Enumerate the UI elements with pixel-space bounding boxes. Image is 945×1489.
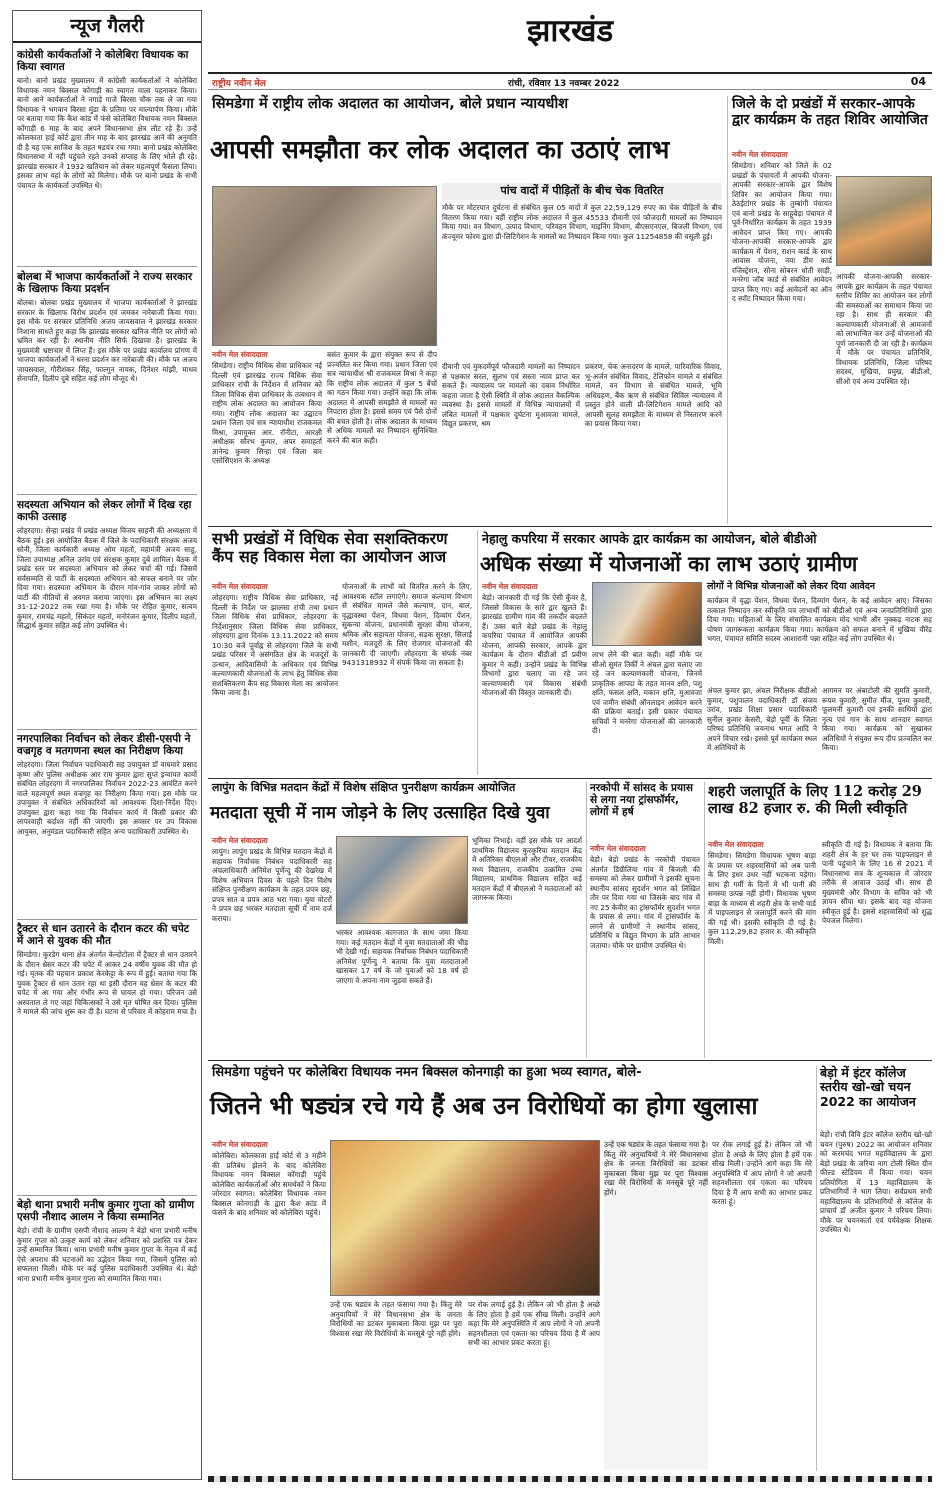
naman-text-column [604, 1140, 708, 1470]
byline: नवीन मेल संवाददाता [482, 582, 538, 591]
naman-photo [330, 1140, 600, 1296]
story-body: प्रकरण, चेक अनादरण के मामले, पारिवारिक विवाद, भू-अर्जन संबंधित विवाद, टेलिफोन मामले व संबंधित मामले, वन विभाग से संबंधित मामले, भूमि अधिग्रहण, बैंक ऋण से संबंधित सिविल न्यायालय में प्रस्तुत होने वाली प्री-लिटिगेशन मामले आदि को आपसी सुलह समझौता के माध्यम से निस्तारण करने का प्रयास किया गया। [585, 362, 722, 428]
story-kicker: लापुंग के विभिन्न मतदान केंद्रों में विशेष संक्षिप्त पुनरीक्षण कार्यक्रम आयोजित [212, 781, 516, 794]
divider [17, 266, 197, 267]
lapung-photo [336, 836, 468, 924]
section-title: झारखंड [526, 13, 614, 49]
divider [208, 1060, 932, 1061]
byline: नवीन मेल संवाददाता [212, 350, 268, 359]
story-headline: बोलबा में भाजपा कार्यकर्ताओं ने राज्य सरकार के खिलाफ किया प्रदर्शन [17, 271, 193, 296]
story-body: स्वीकृति दी गई है। विधायक ने बताया कि शहरी क्षेत्र के हर घर तक पाइपलाइन से पानी पहुंचाने के लिए 16 से 2021 में विधानसभा सत्र के शून्यकाल में जोरदार तरीके से आवाज उठाई थी। साथ ही मुख्यमंत्री और विभाग के सचिव को भी ज्ञापन सौंपा था। इसके बाद यह योजना स्वीकृत हुई है। इससे शहरवासियों को शुद्ध पेयजल मिलेगा। [822, 840, 932, 925]
story-body: लोहरदगा। राष्ट्रीय विधिक सेवा प्राधिकार, नई दिल्ली के निर्देश पर झालसा रांची तथा प्रधान जिला विधिक सेवा प्राधिकार, लोहरदगा के निर्देशानुसार जिला विधिक सेवा प्राधिकार, लोहरदगा द्वारा दिनांक 13.11.2022 को समय 10:30 बजे पूर्वाह्न से लोहरदगा जिले के सभी प्रखंड परिसर में असंगठित क्षेत्र के मजदूरों के उत्थान, आदिवासियों के अधिकार एवं विभिन्न कल्याणकारी योजनाओं के लाभ हेतु विधिक सेवा सशक्तिकरण कैंप सह विकास मेला का आयोजन किया जाना है। [212, 593, 338, 697]
story-body: लापुंग। लापुंग प्रखंड के विभिन्न मतदान केंद्रों में सहायक निर्वाचक निबंधन पदाधिकारी सह अंचलाधिकारी अनिमेश पूर्णेन्दु की देखरेख में विशेष अभियान दिवस के पहले दिन विशेष संक्षिप्त पुनरीक्षण कार्यक्रम के तहत प्रपत्र छह, प्रपत्र सात व प्रपत्र आठ भरा गया। युवा वोटरों ने प्रपत्र छह भरकर मतदाता सूची में नाम दर्ज कराया। [212, 847, 332, 923]
story-body: लोहरदगा। जिला निर्वाचन पदाधिकारी सह उपायुक्त डॉ वाघमारे प्रसाद कृष्ण और पुलिस अधीक्षक आर राम कुमार द्वारा सुप्तं इन्वायत कार्यो संबंधित लोहरदगा में नगरपालिका निर्वाचन 2022-23 आवंटित करने वाले महत्वपूर्ण स्थल वज्रगृह का निरीक्षण किया गया। इस मौके पर उपायुक्त ने संबंधित अधिकारियों को आवश्यक दिशा-निर्देश दिए। उपायुक्त द्वारा कहा गया कि निर्वाचन कार्य में किसी प्रकार की लापरवाही बर्दाश्त नहीं की जाएगी। इस अवसर पर उप विकास आयुक्त, अनुमंडल पदाधिकारी सहित अन्य पदाधिकारी उपस्थित थे। [17, 760, 197, 836]
masthead [208, 10, 932, 62]
story-body: बोलबा। बोलबा प्रखंड मुख्यालय में भाजपा कार्यकर्ताओं ने झारखंड सरकार के खिलाफ विरोध प्रदर्शन एवं जमकर नारेबाजी किया गया। इस मौके पर सरकार प्रतिनिधि अजय जायसवाल ने झारखंड सरकार निशाना साधते हुए कहा कि झारखंड सरकार खनिज नीति पर लोगों को भ्रमित कर रही है। स्थानीय नीति सिर्फ दिखावा है। झारखंड के मुख्यमंत्री भ्रष्टाचार में लिप्त हैं। इस मौके पर प्रखंड कार्यालय प्रांगण में भाजपा कार्यकर्ताओं ने धरना प्रदर्शन कर नारेबाजी की। मौके पर अजय जायसवाल, गौरीशंकर सिंह, फाल्गुन नायक, दिनेशर मांझी, माधव सेनापति, दिलीप दुबे सहित कई लोग मौजूद थे। [17, 298, 197, 384]
story-body: आगमन पर अंबाटोली की सुमति कुमारी, रूपम कुमारी, सुमीत मींज, पूनम कुमारी, फूलमनी कुमारी एवं इनकी साथियों द्वारा नृत्य एवं गान के साथ शानदार स्वागत किया गया। कार्यक्रम को सुखाकर अतिथियों ने संयुक्त रूप दीप प्रज्वलित कर किया। [822, 686, 932, 752]
story-headline: आपसी समझौता कर लोक अदालत का उठाएं लाभ [210, 135, 670, 164]
divider [586, 782, 587, 1058]
story-body: बेड़ो। जानकारी दी गई कि ऐसी कुँवर है, जिससे विकास के सारे द्वार खुलते हैं। झारखंड ग्रामीण गांव की तकदीर बदलते हैं। उक्त बातें बेड़ो प्रखंड के नेहालु कपरिया पंचायत में आयोजित आपकी योजना, आपकी सरकार, आपके द्वार कार्यक्रम के दौरान बीडीओ डॉ प्रवीण कुमार ने कही। उन्होंने प्रखंड के विभिन्न विभागों द्वारा चलाए जा रहे जन कल्याणकारी एवं विकास संबंधी योजनाओं की विस्तृत जानकारी दी। [482, 593, 587, 697]
news-gallery-sidebar [12, 10, 202, 1480]
story-headline: बेड़ो में इंटर कॉलेज स्तरीय खो-खो चयन 2022 का आयोजन [820, 1065, 916, 1109]
story-body: अंचल कुमार झा, अंचल निरीक्षक बीडीओ कुमार, पशुपालन पदाधिकारी डॉ संजय उरांव, प्रखंड शिक्षा प्रसार पदाधिकारी सुनील कुमार केसरी, बेड़ो पूर्वी के जिला परिषद प्रतिनिधि जयनाथ भगत आदि ने अपने विचार रखे। इससे पूर्व कार्यक्रम स्थल में अतिथियों के [707, 686, 817, 752]
shivir-photo [836, 176, 932, 266]
divider [17, 1195, 197, 1196]
paper-name: राष्ट्रीय नवीन मेल [212, 79, 266, 89]
story-column [212, 836, 332, 1056]
story-body: सिमडेगा। राष्ट्रीय विधिक सेवा प्राधिकार नई दिल्ली एवं झारखंड राज्य विधिक सेवा प्राधिकार रांची के निर्देशन में शनिवार को जिला विधिक सेवा प्राधिकार के तत्वधान में राष्ट्रीय लोक अदालत का आयोजन किया गया। राष्ट्रीय लोक अदालत का उद्घाटन प्रधान जिला एवं सत्र न्यायाधीश राजकमल मिश्रा, उपायुक्त आर. रॉनीटा, आरक्षी अधीक्षक सौरभ कुमार, अपर समाहर्ता ज्ञानेन्द्र कुमार सिन्हा एवं जिला बार एसोसिएशन के अध्यक्ष [212, 361, 322, 465]
story-body: कार्यक्रम में वृद्धा पेंशन, विधवा पेंशन, दिव्यांग पेंशन, के कई आवेदन आए। जिसका तत्काल निष्पादन कर स्वीकृति पत्र लाभार्थी को बीडीओ एवं अन्य जनप्रतिनिधियों द्वारा दिया गया। महिलाओं के लिए संचालित कार्यक्रम मोद भाभी और नुक्कड़ नाटक सह पोषण जागरूकता कार्यक्रम किया गया। कार्यक्रम को सफल बनाने में मुखिया वीरेंद्र भगत, पंचायत समिति सदस्य आशारानी पन्ना सहित कई लोग उपस्थित थे। [707, 596, 932, 643]
story-subhead: पांच वादों में पीड़ितों के बीच चेक वितरित [442, 183, 722, 200]
story-body: योजनाओं के लाभों को वितरित करने के लिए, आवश्यक स्टॉल लगाएंगे। समाज कल्याण विभाग से संबंधित मामले जैसे कल्याण, दान, बाल, वृद्धावस्था पेंशन, विधवा पेंशन, दिव्यांग पेंशन, सुकन्या योजना, प्रधानमंत्री सुरक्षा बीमा योजना, श्रमिक और सहायता योजना, सड़क सुरक्षा, सिलाई मशीन, मजदूरों के लिए रोजगार योजनाओं की जानकारी दी जाएगी। लोहरदगा के संपर्क नंबर 9431318932 में संपर्क किया जा सकता है। [342, 582, 472, 667]
divider [727, 96, 728, 524]
story-column [482, 582, 587, 774]
story-column [212, 350, 322, 520]
story-body: भूमिका निभाई। वहीं इस मौके पर आदर्श प्राथमिक विद्यालय कुरकुरिया मतदान केंद्र में अतिरिक्त बीएलओ और टीचर, राजकीय मध्य विद्यालय, राजकीय उत्क्रमित उच्च विद्यालय, प्राथमिक विद्यालय सहित कई मतदान केंद्रों में बीएलओ ने मतदाताओं को जागरूक किया। [472, 836, 582, 902]
dateline-bar [208, 72, 932, 90]
story-kicker: नेहालु कपरिया में सरकार आपके द्वार कार्यक्रम का आयोजन, बोले बीडीओ [482, 531, 817, 546]
divider [17, 729, 197, 730]
story-headline: ट्रैक्टर से धान उतारने के दौरान कटर की चपेट में आने से युवक की मौत [17, 923, 190, 948]
sidebar-title: न्यूज गैलरी [70, 15, 144, 37]
story-column [212, 582, 338, 774]
story-kicker: सिमडेगा में राष्ट्रीय लोक अदालत का आयोजन, बोले प्रधान न्यायधीश [212, 96, 569, 112]
story-body: सिमडेगा। कुरडेग थाना क्षेत्र अंतर्गत केन्दोटोला में ट्रैक्टर से धान उतारने के दौरान थ्रेसर कटर की चपेट में आकर 24 वर्षीय युवक की मौत हो गई। मृतक की पहचान प्रकाश केरकेट्टा के रूप में हुई। बताया गया कि युवक ट्रैक्टर से धान उतार रहा था इसी दौरान वह थ्रेसर के कटर की चपेट में आ गया और गंभीर रूप से घायल हो गया। परिजन उसे अस्पताल ले गए जहां चिकित्सकों ने उसे मृत घोषित कर दिया। पुलिस ने मामले की जांच शुरू कर दी है। घटना से परिवार में कोहराम मचा है। [17, 950, 197, 1017]
divider [208, 778, 932, 779]
sidebar-story [17, 733, 197, 917]
divider [477, 530, 478, 775]
sidebar-story [17, 1199, 197, 1473]
divider [17, 494, 197, 495]
story-body: सिमडेगा। सिमडेगा विधायक भूषण बाड़ा के प्रयास पर शहरवासियों को अब पानी के लिए इधर उधर नहीं भटकना पड़ेगा। साथ ही गर्मी के दिनों में भी पानी की समस्या उत्पन्न नहीं होगी। विधायक भूषण बाड़ा के माध्यम से शहरी क्षेत्र के सभी वार्ड में पाइपलाइन से जलापूर्ति करने की मांग की गई थी। इसकी स्वीकृति दी गई है। कुल 112,29,82 हजार रु. की स्वीकृति मिली। [708, 851, 816, 946]
story-kicker: सिमडेगा पहुंचने पर कोलेबिरा विधायक नमन बिक्सल कोनगाड़ी का हुआ भव्य स्वागत, बोले- [212, 1065, 642, 1080]
story-body: कोलेबिरा। कोलकाता हाई कोर्ट से 3 महीने की प्रतिबंध झेलने के बाद कोलेबिरा विधायक नमन बिक्सल कोंगाड़ी पहुंचे कोलेबिरा कार्यकर्ताओं और समर्थकों ने किया जोरदार स्वागत। कोलेबिरा विधायक नमन बिक्सल कोनगाड़ी के द्वारा कैश कांड में फंसने के बाद शनिवार को कोलेबिरा पहुंचे। [212, 1151, 326, 1217]
divider [704, 782, 705, 1058]
story-body: बेड़ो। रांची के ग्रामीण एसपी नौशाद आलम ने बेड़ो थाना प्रभारी मनीष कुमार गुप्ता को उत्कृष्ट कार्य को लेकर शनिवार को प्रशस्ति पत्र देकर उन्हें सम्मानित किया। थाना प्रभारी मनीष कुमार गुप्ता के नेतृत्व में कई ऐसे अपराध की घटनाओं का उद्भेदन किया गया, जिसमें पुलिस को सफलता मिली। मौके पर कई पुलिस पदाधिकारी उपस्थित थे। बेड़ो थाना प्रभारी मनीष कुमार गुप्ता को सम्मानित किया गया। [17, 1226, 197, 1283]
story-body: दीवानी एवं मुकदमेंपूर्व फौजदारी मामलों का निष्पादन से पक्षकार सरल, सुलभ एवं सस्ता न्याय प्राप्त कर सकते हैं। न्यायालय पर मामलों का दबाव निर्धारित कहता जाता है ऐसी स्थिति में लोक अदालत वैकल्पिक व्यवस्था है। इससे मामलों में विभिन्न न्यायालयों में लंबित मामलों में पक्षकार दुर्घटना मुआवजा मामले, विद्युत प्रकरण, श्रम [442, 362, 580, 428]
byline: नवीन मेल संवाददाता [732, 150, 788, 159]
story-headline: जिले के दो प्रखंडों में सरकार-आपके द्वार कार्यक्रम के तहत शिविर आयोजित [732, 96, 928, 129]
divider [17, 919, 197, 920]
story-body: सिमडेगा। शनिवार को जिले के 02 प्रखंडों के पंचायतों में आपकी योजना-आपकी सरकार-आपके द्वार विशेष शिविर का आयोजन किया गया। ठेठईटांगर प्रखंड के तुम्बांगी पंचायत एवं बानो प्रखंड के साहूबेड़ा पंचायत में पूर्व-निर्धारित कार्यक्रम के तहत 1939 आवेदन प्राप्त किए गए। आपकी योजना-आपकी सरकार-आपके द्वार कार्यक्रम में पेंशन, राशन कार्ड के साथ आवास योजना, नया डीम कार्ड रजिस्ट्रेशन, सोना सोबरन धोती साड़ी, मनरेगा जॉब कार्ड से संबंधित आवेदन प्राप्त किए गए। कई आवेदनों का ऑन द स्पॉट निष्पादन किया गया। [732, 161, 832, 303]
sidebar-story [17, 49, 197, 263]
story-headline: नगरपालिका निर्वाचन को लेकर डीसी-एसपी ने वज्रगृह व मतगणना स्थल का निरीक्षण किया [17, 733, 191, 758]
story-body: उन्हें एक षड्यंत्र के तहत फंसाया गया है। किंतु मेरे अनुयायियों ने मेरे विधानसभा क्षेत्र के जनता विरोधियों का डटकर मुकाबला किया मुझ पर पूरा विश्वास रखा मेरे विरोधियों के मनसूबे पूरे नहीं होंगे। [604, 1140, 708, 1197]
date-line: रांची, रविवार 13 नवम्बर 2022 [508, 79, 620, 89]
story-headline: बेड़ो थाना प्रभारी मनीष कुमार गुप्ता को ग्रामीण एसपी नौशाद आलम ने किया सम्मानित [17, 1199, 195, 1224]
story-body: पर रोक लगाई हुई है। लेकिन जो भी होता है अच्छे के लिए होता है हमें एक सीख मिली। उन्होंने आगे कहा कि मेरे अनुपस्थिति में आप लोगों ने जो अपनी सहनशीलता एवं एकता का परिचय दिया है मैं आप सभी का आभार प्रकट करता हूं। [468, 1300, 600, 1347]
page-number: 04 [910, 75, 926, 88]
story-body: लाभ लेने की बात कही। वहीं मौके पर सीओ सुमंत तिर्की ने अंचल द्वारा चलाए जा रहे जन कल्याणकारी योजना, जिनमें प्राकृतिक आपदा के तहत मानव क्षति, पशु क्षति, फसल क्षति, मकान क्षति, मुआवजा एवं जमीन संबंधी ऑनलाइन आवेदन करने की प्रक्रिया बताई। इसी प्रकार पंचायत सचिवों ने मनरेगा योजनाओं की जानकारी दी। [592, 650, 702, 735]
sidebar-story [17, 271, 197, 491]
byline: नवीन मेल संवाददाता [212, 836, 268, 845]
story-column [708, 840, 816, 1056]
divider [816, 1066, 817, 1471]
lokadalat-photo [212, 186, 437, 346]
story-headline: मतदाता सूची में नाम जोड़ने के लिए उत्साहित दिखे युवा [210, 803, 550, 823]
story-body: बेड़ो। रांची विवि इंटर कॉलेज स्तरीय खो-खो चयन (पुरुष) 2022 का आयोजन शनिवार को करमचंद भगत महाविद्यालय के द्वारा बेड़ो प्रखंड के जरिया नाग टोली स्थित ग्रीन फील्ड स्टेडियम में किया गया। चयन प्रतियोगिता में 13 महाविद्यालय के प्रतिभागियों ने भाग लिया। सर्वप्रथम सभी महाविद्यालय के प्रतिभागियों से कॉलेज के प्राचार्य डॉ अजीत कुमार ने परिचय लिया। मौके पर चयनकर्ता एवं पर्यवेक्षक शिक्षक उपस्थित थे। [820, 1130, 932, 1234]
story-body: बसंत कुमार के द्वारा संयुक्त रूप से दीप प्रज्वलित कर किया गया। प्रधान जिला एवं सत्र न्यायाधीश श्री राजकमल मिश्रा ने कहा कि राष्ट्रीय लोक अदालत में कुल 5 बेंचों का गठन किया गया। उन्होंने कहा कि लोक अदालत में आपसी समझौते से मामलों का निपटारा होता है। इससे समय एवं पैसे दोनों की बचत होती है। लोक अदालत के माध्यम से अधिक मामलों का निष्पादन सुनिश्चित करने की बात कही। [327, 350, 437, 445]
registration-strip [208, 1476, 932, 1482]
byline: नवीन मेल संवाददाता [708, 840, 764, 849]
story-body: आपकी योजना-आपकी सरकार-आपके द्वार कार्यक्रम के तहत पंचायत स्तरीय शिविर का आयोजन कर लोगों की समस्याओं का समाधान किया जा रहा है। साथ ही सरकार की कल्याणकारी योजनाओं से आमजनों को लाभान्वित कर उन्हें योजनाओं की पूर्ण जानकारी दी जा रही है। कार्यक्रम में मौके पर पंचायत प्रतिनिधि, विधायक प्रतिनिधि, जिला परिषद सदस्य, मुखिया, प्रमुख, बीडीओ, सीओ एवं अन्य उपस्थित रहे। [836, 272, 932, 386]
story-body: उन्हें एक षड्यंत्र के तहत फंसाया गया है। किंतु मेरे अनुयायियों ने मेरे विधानसभा क्षेत्र के जनता विरोधियों का डटकर मुकाबला किया मुझ पर पूरा विश्वास रखा मेरे विरोधियों के मनसूबे पूरे नहीं होंगे। [330, 1300, 462, 1338]
story-headline: जितने भी षड्यंत्र रचे गये हैं अब उन विरोधियों का होगा खुलासा [210, 1091, 758, 1120]
story-headline: सभी प्रखंडों में विधिक सेवा सशक्तिकरण कैंप सह विकास मेला का आयोजन आज [212, 529, 448, 567]
byline: नवीन मेल संवाददाता [212, 582, 268, 591]
nehalu-photo [592, 582, 702, 646]
story-column [732, 150, 832, 520]
story-body: लोहरदगा। सेन्हा प्रखंड में प्रखंड अध्यक्ष विजय साहनी की अध्यक्षता में बैठक हुई। इस आयोजित बैठक में जिले के पदाधिकारी संरक्षक अजय सोनी, जिला कार्यकारी अध्यक्ष ओम महतो, महामंत्री अजय साहु, जिला उपाध्यक्ष अनिल उरांव एवं संरक्षक कुमार दुबे शामिल। बैठक में प्रखंड स्तर पर सदस्यता अभियान को लेकर चर्चा की गई। जिसमें सर्वसम्मति से पार्टी के सदस्यता अभियान को सफल बनाने पर जोर दिया गया। सदस्यता अभियान के दौरान गांव-गांव जाकर लोगों को पार्टी की नीतियों से अवगत कराया जाएगा। इस अभियान का लक्ष्य 31-12-2022 तक रखा गया है। मौके पर रोहित कुमार, सत्यम कुमार, रामचंद्र महतो, सिकंदर महतो, मनोरंजन कुमार, दिलीप महतो, सिद्धार्थ कुमार सहित कई लोग उपस्थित थे। [17, 526, 197, 631]
story-body: बेड़ो। बेड़ो प्रखंड के नरकोपी पंचायत अंतर्गत डिग्रीलिया गांव में बिजली की समस्या को लेकर ग्रामीणों ने इसकी सूचना स्थानीय सांसद सुदर्शन भगत को लिखित तौर पर दिया गया था जिसके बाद गांव में नए 25 केवीए का ट्रांसफॉर्मर सुदर्शन भगत के प्रयास से लगा। गांव में ट्रांसफॉर्मर के लगने से ग्रामीणों ने स्थानीय सांसद, प्रतिनिधि व विद्युत विभाग के प्रति आभार जताया। मौके पर ग्रामीण उपस्थित थे। [590, 855, 700, 950]
story-headline: कांग्रेसी कार्यकर्ताओं ने कोलेबिरा विधायक का किया स्वागत [17, 49, 189, 74]
story-column [212, 1140, 326, 1470]
story-headline: नरकोपी में सांसद के प्रयास से लगा नया ट्रांसफॉर्मर, लोगों में हर्ष [590, 782, 693, 819]
sidebar-story [17, 923, 197, 1191]
sidebar-story [17, 499, 197, 725]
story-headline: शहरी जलापूर्ति के लिए 112 करोड़ 29 लाख 82 हजार रु. की मिली स्वीकृति [708, 783, 922, 817]
story-column [590, 844, 700, 1056]
byline: नवीन मेल संवाददाता [590, 844, 646, 853]
story-body: बानो। बानो प्रखंड मुख्यालय में कांग्रेसी कार्यकर्ताओं ने कोलेबिरा विधायक नमन बिक्सल कोंगाड़ी का स्वागत माला पहनाकर किया। बानो आने कार्यकर्ताओं ने नगाड़े गाजे बिरसा चौक तक ले जा गया विधायक ने भगवान बिरसा मुंडा के प्रतिमा पर माल्यार्पण किया। मौके पर बताया गया कि कैश कांड में फंसे कोलेबिरा विधायक नमन बिक्सल कोंगाड़ी 6 माह के बाद अपने विधानसभा क्षेत्र लौट रहे हैं। उन्हें कोलकाता हाई कोर्ट द्वारा तीन माह के बाद झारखंड आने की अनुमति दी है यह एक साजिश के तहत षडयंत्र रचा गया। बानो प्रखंड कोलेबिरा विधानसभा में नहीं पहुंचते रहते उनको सप्ताह के लिए भोले ही रहे। झारखंड सरकार ने 1932 खतियान को लेकर महत्वपूर्ण फैसला लिया। इसका लाभ यहां के लोगों को मिलेगा। मौके पर बानो प्रखंड के सभी पंचायत के कार्यकर्ता उपस्थित थे। [17, 76, 197, 190]
story-headline: अधिक संख्या में योजनाओं का लाभ उठाएं ग्रामीण [480, 551, 858, 576]
sidebar-header [13, 11, 201, 43]
byline: नवीन मेल संवाददाता [212, 1140, 268, 1149]
story-body: मौके पर मोटरयान दुर्घटना से संबंधित कुल 05 वादों में कुल 22,59,129 रुपए का चेक पीड़ितों के बीच वितरण किया गया। वहीं राष्ट्रीय लोक अदालत में कुल 45533 दीवानी एवं फौजदारी मामलों का निष्पादन किया गया। वन विभाग, उत्पाद विभाग, परिवहन विभाग, माइनिंग विभाग, बीएसएनएल, बिजली विभाग, एवं कंज्यूमर फोरम द्वारा प्री-लिटिगेशन के मामलों का निष्पादन किया गया। कुल 11254858 की वसूली हुई। [442, 203, 722, 241]
photo-caption: लोगों ने विभिन्न योजनाओं को लेकर दिया आवेदन [707, 581, 876, 592]
story-headline: सदस्यता अभियान को लेकर लोगों में दिख रहा काफी उत्साह [17, 499, 192, 524]
divider [208, 526, 932, 527]
story-body: भरकर आवश्यक कागजात के साथ जमा किया गया। कई मतदान केंद्रों में युवा मतदाताओं की भीड़ भी देखी गई। सहायक निर्वाचक निबंधन पदाधिकारी अनिमेश पूर्णेन्दु ने बताया कि युवा मतदाताओं खासकर 17 वर्ष के जो युवाओं को 18 वर्ष हो जाएगा वे अपना नाम जुड़वा सकते हैं। [336, 928, 468, 985]
story-body: पर रोक लगाई हुई है। लेकिन जो भी होता है अच्छे के लिए होता है हमें एक सीख मिली। उन्होंने आगे कहा कि मेरे अनुपस्थिति में आप लोगों ने जो अपनी सहनशीलता एवं एकता का परिचय दिया है मैं आप सभी का आभार प्रकट करता हूं। [712, 1140, 812, 1206]
